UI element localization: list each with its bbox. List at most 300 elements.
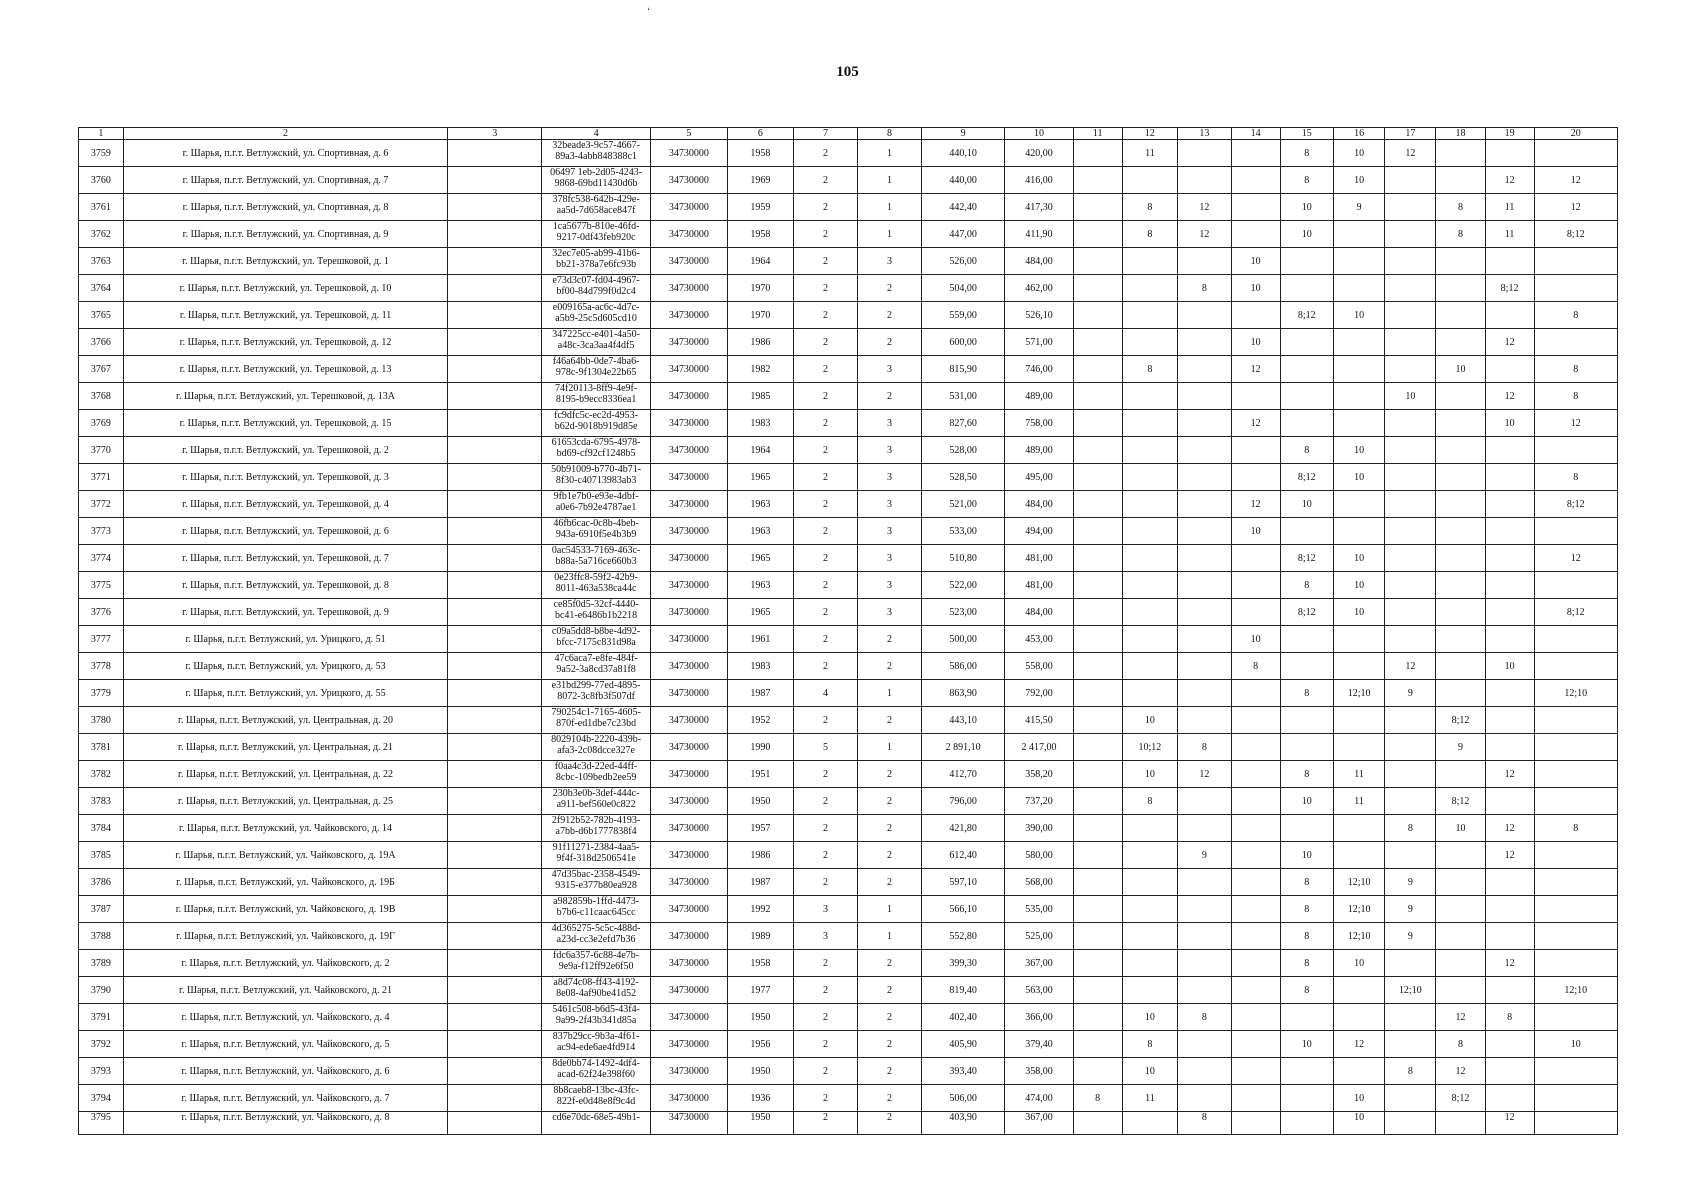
record-number-cell: 3763 <box>79 248 124 275</box>
floors-cell: 2 <box>794 1112 858 1135</box>
oktmo-cell: 34730000 <box>651 869 728 896</box>
guid-line: 9a52-3a8cd37a81f8 <box>556 664 636 675</box>
year-built-cell: 1990 <box>727 734 793 761</box>
column-11-cell <box>1073 302 1122 329</box>
fias-guid-cell <box>542 194 651 221</box>
column-3-cell <box>448 626 542 653</box>
entrances-cell: 1 <box>858 680 922 707</box>
floors-cell: 2 <box>794 599 858 626</box>
record-number-cell: 3774 <box>79 545 124 572</box>
column-13-cell <box>1178 680 1231 707</box>
column-12-cell <box>1122 572 1177 599</box>
table-row <box>79 221 1618 248</box>
entrances-cell: 2 <box>858 1004 922 1031</box>
address-cell: г. Шарья, п.г.т. Ветлужский, ул. Терешковой, д. 15 <box>123 410 447 437</box>
record-number-cell: 3762 <box>79 221 124 248</box>
column-3-cell <box>448 383 542 410</box>
column-16-cell: 10 <box>1333 167 1384 194</box>
column-13-cell: 9 <box>1178 842 1231 869</box>
oktmo-cell: 34730000 <box>651 491 728 518</box>
fias-guid-cell <box>542 896 651 923</box>
column-3-cell <box>448 1031 542 1058</box>
year-built-cell: 1970 <box>727 275 793 302</box>
guid-line: 5461c508-b6d5-43f4- <box>552 1004 640 1015</box>
column-20-cell: 8 <box>1534 356 1617 383</box>
column-18-cell: 8 <box>1436 1031 1485 1058</box>
oktmo-cell: 34730000 <box>651 1112 728 1135</box>
column-12-cell: 11 <box>1122 140 1177 167</box>
column-16-cell <box>1333 734 1384 761</box>
column-20-cell: 8;12 <box>1534 599 1617 626</box>
column-16-cell: 11 <box>1333 788 1384 815</box>
living-area-cell: 453,00 <box>1005 626 1073 653</box>
record-number-cell: 3775 <box>79 572 124 599</box>
guid-line: fdc6a357-6c88-4e7b- <box>553 950 640 961</box>
column-15-cell <box>1280 248 1333 275</box>
guid-line: 9315-e377b80ea928 <box>555 880 637 891</box>
column-3-cell <box>448 680 542 707</box>
column-11-cell <box>1073 410 1122 437</box>
entrances-cell: 2 <box>858 1031 922 1058</box>
guid-line: f0aa4c3d-22ed-44ff- <box>554 761 638 772</box>
floors-cell: 2 <box>794 788 858 815</box>
guid-line: b7b6-c11caac645cc <box>556 907 636 918</box>
column-11-cell <box>1073 329 1122 356</box>
total-area-cell: 533,00 <box>922 518 1005 545</box>
total-area-cell: 522,00 <box>922 572 1005 599</box>
column-14-cell: 10 <box>1231 329 1280 356</box>
table-body <box>79 140 1618 1135</box>
column-11-cell <box>1073 1031 1122 1058</box>
oktmo-cell: 34730000 <box>651 545 728 572</box>
column-14-cell <box>1231 923 1280 950</box>
living-area-cell: 525,00 <box>1005 923 1073 950</box>
column-11-cell <box>1073 221 1122 248</box>
guid-line: a48c-3ca3aa4f4df5 <box>557 340 635 351</box>
oktmo-cell: 34730000 <box>651 1004 728 1031</box>
column-19-cell: 12 <box>1485 950 1534 977</box>
year-built-cell: 1951 <box>727 761 793 788</box>
column-14-cell: 10 <box>1231 518 1280 545</box>
entrances-cell: 1 <box>858 734 922 761</box>
guid-line: a8d74c08-ff43-4192- <box>553 977 639 988</box>
address-cell: г. Шарья, п.г.т. Ветлужский, ул. Чайковского, д. 19Б <box>123 869 447 896</box>
column-3-cell <box>448 950 542 977</box>
column-11-cell: 8 <box>1073 1085 1122 1112</box>
column-3-cell <box>448 275 542 302</box>
column-14-cell <box>1231 221 1280 248</box>
column-17-cell <box>1385 545 1436 572</box>
year-built-cell: 1986 <box>727 329 793 356</box>
column-11-cell <box>1073 248 1122 275</box>
column-header: 4 <box>542 128 651 140</box>
year-built-cell: 1958 <box>727 221 793 248</box>
page-number: 105 <box>836 64 859 80</box>
record-number-cell: 3770 <box>79 437 124 464</box>
living-area-cell: 367,00 <box>1005 950 1073 977</box>
column-18-cell <box>1436 1112 1485 1135</box>
column-19-cell <box>1485 923 1534 950</box>
table-row <box>79 680 1618 707</box>
guid-line: afa3-2c08dcce327e <box>557 745 635 756</box>
column-12-cell <box>1122 275 1177 302</box>
column-15-cell: 8 <box>1280 896 1333 923</box>
column-12-cell <box>1122 680 1177 707</box>
record-number-cell: 3761 <box>79 194 124 221</box>
column-11-cell <box>1073 356 1122 383</box>
guid-line: 47d35bac-2358-4549- <box>551 869 641 880</box>
column-14-cell: 10 <box>1231 275 1280 302</box>
guid-line: 0e23ffc8-59f2-42b9- <box>554 572 638 583</box>
column-12-cell <box>1122 599 1177 626</box>
column-20-cell <box>1534 869 1617 896</box>
fias-guid-cell <box>542 1058 651 1085</box>
column-11-cell <box>1073 896 1122 923</box>
address-cell: г. Шарья, п.г.т. Ветлужский, ул. Чайковского, д. 2 <box>123 950 447 977</box>
column-13-cell <box>1178 356 1231 383</box>
fias-guid-cell <box>542 302 651 329</box>
address-cell: г. Шарья, п.г.т. Ветлужский, ул. Спортивная, д. 9 <box>123 221 447 248</box>
year-built-cell: 1963 <box>727 518 793 545</box>
column-header: 7 <box>794 128 858 140</box>
column-19-cell: 10 <box>1485 410 1534 437</box>
column-14-cell: 8 <box>1231 653 1280 680</box>
guid-line: 8195-b9ecc8336ea1 <box>555 394 637 405</box>
column-3-cell <box>448 572 542 599</box>
year-built-cell: 1952 <box>727 707 793 734</box>
table-row <box>79 275 1618 302</box>
table-row <box>79 653 1618 680</box>
column-3-cell <box>448 518 542 545</box>
column-13-cell <box>1178 410 1231 437</box>
column-16-cell <box>1333 815 1384 842</box>
column-3-cell <box>448 842 542 869</box>
column-16-cell <box>1333 707 1384 734</box>
floors-cell: 2 <box>794 167 858 194</box>
floors-cell: 2 <box>794 275 858 302</box>
oktmo-cell: 34730000 <box>651 248 728 275</box>
column-14-cell: 12 <box>1231 356 1280 383</box>
column-3-cell <box>448 329 542 356</box>
column-17-cell <box>1385 464 1436 491</box>
fias-guid-cell <box>542 626 651 653</box>
oktmo-cell: 34730000 <box>651 977 728 1004</box>
table-row <box>79 950 1618 977</box>
column-3-cell <box>448 788 542 815</box>
column-15-cell <box>1280 410 1333 437</box>
column-20-cell <box>1534 437 1617 464</box>
fias-guid-cell <box>542 518 651 545</box>
oktmo-cell: 34730000 <box>651 599 728 626</box>
column-20-cell <box>1534 734 1617 761</box>
entrances-cell: 2 <box>858 977 922 1004</box>
guid-line: 822f-e0d48e8f9c4d <box>556 1096 636 1107</box>
column-18-cell <box>1436 545 1485 572</box>
total-area-cell: 526,00 <box>922 248 1005 275</box>
floors-cell: 2 <box>794 950 858 977</box>
table-row <box>79 194 1618 221</box>
column-16-cell <box>1333 626 1384 653</box>
guid-line: 9868-69bd11430d6b <box>554 178 638 189</box>
column-14-cell <box>1231 1058 1280 1085</box>
column-18-cell <box>1436 923 1485 950</box>
column-11-cell <box>1073 869 1122 896</box>
column-17-cell <box>1385 248 1436 275</box>
table-row <box>79 410 1618 437</box>
oktmo-cell: 34730000 <box>651 626 728 653</box>
column-20-cell: 12 <box>1534 545 1617 572</box>
guid-line: 9f4f-318d2506541e <box>556 853 636 864</box>
column-19-cell <box>1485 491 1534 518</box>
column-19-cell <box>1485 1031 1534 1058</box>
living-area-cell: 417,30 <box>1005 194 1073 221</box>
column-16-cell: 12;10 <box>1333 680 1384 707</box>
column-16-cell: 10 <box>1333 950 1384 977</box>
table-row <box>79 896 1618 923</box>
column-header: 13 <box>1178 128 1231 140</box>
address-cell: г. Шарья, п.г.т. Ветлужский, ул. Центральная, д. 25 <box>123 788 447 815</box>
fias-guid-cell <box>542 680 651 707</box>
address-cell: г. Шарья, п.г.т. Ветлужский, ул. Терешковой, д. 3 <box>123 464 447 491</box>
column-19-cell <box>1485 626 1534 653</box>
column-11-cell <box>1073 518 1122 545</box>
address-cell: г. Шарья, п.г.т. Ветлужский, ул. Урицкого, д. 51 <box>123 626 447 653</box>
column-19-cell <box>1485 518 1534 545</box>
column-17-cell: 8 <box>1385 815 1436 842</box>
record-number-cell: 3760 <box>79 167 124 194</box>
total-area-cell: 521,00 <box>922 491 1005 518</box>
guid-line: bd69-cf92cf1248b5 <box>556 448 636 459</box>
living-area-cell: 411,90 <box>1005 221 1073 248</box>
column-12-cell <box>1122 815 1177 842</box>
fias-guid-cell <box>542 140 651 167</box>
living-area-cell: 358,00 <box>1005 1058 1073 1085</box>
column-3-cell <box>448 194 542 221</box>
column-3-cell <box>448 707 542 734</box>
column-16-cell <box>1333 491 1384 518</box>
column-11-cell <box>1073 788 1122 815</box>
address-cell: г. Шарья, п.г.т. Ветлужский, ул. Чайковского, д. 21 <box>123 977 447 1004</box>
column-12-cell: 8 <box>1122 1031 1177 1058</box>
column-16-cell: 10 <box>1333 464 1384 491</box>
oktmo-cell: 34730000 <box>651 734 728 761</box>
guid-line: 91f11271-2384-4aa5- <box>552 842 640 853</box>
entrances-cell: 3 <box>858 248 922 275</box>
entrances-cell: 2 <box>858 275 922 302</box>
column-13-cell <box>1178 815 1231 842</box>
column-18-cell <box>1436 329 1485 356</box>
floors-cell: 2 <box>794 194 858 221</box>
column-3-cell <box>448 464 542 491</box>
column-17-cell <box>1385 1085 1436 1112</box>
guid-line <box>542 1123 650 1134</box>
column-12-cell: 10;12 <box>1122 734 1177 761</box>
entrances-cell: 1 <box>858 896 922 923</box>
column-19-cell <box>1485 1058 1534 1085</box>
living-area-cell: 494,00 <box>1005 518 1073 545</box>
column-14-cell <box>1231 707 1280 734</box>
column-14-cell <box>1231 464 1280 491</box>
column-19-cell <box>1485 977 1534 1004</box>
oktmo-cell: 34730000 <box>651 518 728 545</box>
guid-line: 89a3-4abb848388c1 <box>555 151 637 162</box>
column-13-cell <box>1178 626 1231 653</box>
column-16-cell <box>1333 842 1384 869</box>
record-number-cell: 3769 <box>79 410 124 437</box>
oktmo-cell: 34730000 <box>651 302 728 329</box>
column-19-cell <box>1485 734 1534 761</box>
address-cell: г. Шарья, п.г.т. Ветлужский, ул. Чайковского, д. 19А <box>123 842 447 869</box>
guid-line: 47c6aca7-e8fe-484f- <box>554 653 638 664</box>
column-16-cell: 10 <box>1333 1085 1384 1112</box>
column-20-cell <box>1534 1058 1617 1085</box>
guid-line: 8cbc-109bedb2ee59 <box>555 772 637 783</box>
column-19-cell <box>1485 896 1534 923</box>
column-13-cell <box>1178 248 1231 275</box>
column-3-cell <box>448 410 542 437</box>
entrances-cell: 2 <box>858 815 922 842</box>
scan-mark: ‘ <box>647 6 650 16</box>
column-20-cell <box>1534 140 1617 167</box>
column-19-cell <box>1485 1085 1534 1112</box>
column-15-cell <box>1280 1004 1333 1031</box>
column-3-cell <box>448 140 542 167</box>
record-number-cell: 3771 <box>79 464 124 491</box>
total-area-cell: 510,80 <box>922 545 1005 572</box>
column-15-cell <box>1280 707 1333 734</box>
year-built-cell: 1987 <box>727 869 793 896</box>
address-cell: г. Шарья, п.г.т. Ветлужский, ул. Терешковой, д. 7 <box>123 545 447 572</box>
guid-line: 8011-463a538ca44c <box>555 583 637 594</box>
column-13-cell: 12 <box>1178 221 1231 248</box>
fias-guid-cell <box>542 383 651 410</box>
column-header: 8 <box>858 128 922 140</box>
column-14-cell <box>1231 572 1280 599</box>
column-17-cell <box>1385 356 1436 383</box>
guid-line: 2f912b52-782b-4193- <box>551 815 641 826</box>
column-15-cell <box>1280 734 1333 761</box>
column-20-cell: 12;10 <box>1534 680 1617 707</box>
living-area-cell: 462,00 <box>1005 275 1073 302</box>
column-17-cell <box>1385 626 1436 653</box>
column-3-cell <box>448 248 542 275</box>
year-built-cell: 1950 <box>727 1112 793 1135</box>
total-area-cell: 412,70 <box>922 761 1005 788</box>
year-built-cell: 1985 <box>727 383 793 410</box>
record-number-cell: 3768 <box>79 383 124 410</box>
record-number-cell: 3772 <box>79 491 124 518</box>
column-15-cell: 8 <box>1280 680 1333 707</box>
column-11-cell <box>1073 599 1122 626</box>
column-11-cell <box>1073 950 1122 977</box>
column-19-cell <box>1485 545 1534 572</box>
entrances-cell: 2 <box>858 788 922 815</box>
column-17-cell <box>1385 167 1436 194</box>
guid-line: 9fb1e7b0-e93e-4dbf- <box>553 491 639 502</box>
floors-cell: 2 <box>794 761 858 788</box>
column-17-cell: 9 <box>1385 680 1436 707</box>
address-cell: г. Шарья, п.г.т. Ветлужский, ул. Терешковой, д. 9 <box>123 599 447 626</box>
column-13-cell <box>1178 545 1231 572</box>
column-12-cell: 8 <box>1122 221 1177 248</box>
column-14-cell <box>1231 599 1280 626</box>
column-16-cell <box>1333 518 1384 545</box>
oktmo-cell: 34730000 <box>651 437 728 464</box>
fias-guid-cell <box>542 977 651 1004</box>
entrances-cell: 3 <box>858 545 922 572</box>
column-12-cell <box>1122 464 1177 491</box>
column-12-cell <box>1122 383 1177 410</box>
floors-cell: 2 <box>794 1058 858 1085</box>
column-18-cell <box>1436 248 1485 275</box>
year-built-cell: 1989 <box>727 923 793 950</box>
column-16-cell <box>1333 356 1384 383</box>
column-13-cell: 8 <box>1178 275 1231 302</box>
column-20-cell: 8 <box>1534 815 1617 842</box>
column-14-cell <box>1231 1112 1280 1135</box>
fias-guid-cell <box>542 1112 651 1135</box>
column-18-cell: 8 <box>1436 221 1485 248</box>
record-number-cell: 3773 <box>79 518 124 545</box>
address-cell: г. Шарья, п.г.т. Ветлужский, ул. Терешковой, д. 4 <box>123 491 447 518</box>
table-row <box>79 1112 1618 1135</box>
column-14-cell <box>1231 302 1280 329</box>
column-19-cell: 8 <box>1485 1004 1534 1031</box>
table-row <box>79 815 1618 842</box>
guid-line: 06497 1eb-2d05-4243- <box>550 167 643 178</box>
column-15-cell: 8 <box>1280 437 1333 464</box>
column-17-cell <box>1385 275 1436 302</box>
floors-cell: 2 <box>794 653 858 680</box>
guid-line: aa5d-7d658ace847f <box>556 205 636 216</box>
guid-line: a5b9-25c5d605cd10 <box>555 313 637 324</box>
entrances-cell: 2 <box>858 653 922 680</box>
column-20-cell <box>1534 923 1617 950</box>
column-19-cell: 12 <box>1485 383 1534 410</box>
column-14-cell: 10 <box>1231 626 1280 653</box>
guid-line: 74f20113-8ff9-4e9f- <box>554 383 638 394</box>
floors-cell: 2 <box>794 518 858 545</box>
guid-line: bfcc-7175c831d98a <box>556 637 636 648</box>
column-14-cell <box>1231 140 1280 167</box>
column-12-cell <box>1122 437 1177 464</box>
column-12-cell <box>1122 410 1177 437</box>
column-11-cell <box>1073 815 1122 842</box>
total-area-cell: 819,40 <box>922 977 1005 1004</box>
column-15-cell: 8 <box>1280 923 1333 950</box>
column-20-cell <box>1534 518 1617 545</box>
column-18-cell <box>1436 464 1485 491</box>
column-16-cell: 10 <box>1333 302 1384 329</box>
column-20-cell <box>1534 1085 1617 1112</box>
column-11-cell <box>1073 1112 1122 1135</box>
fias-guid-cell <box>542 950 651 977</box>
table-row <box>79 545 1618 572</box>
column-13-cell: 8 <box>1178 1004 1231 1031</box>
column-13-cell <box>1178 950 1231 977</box>
column-14-cell <box>1231 788 1280 815</box>
oktmo-cell: 34730000 <box>651 923 728 950</box>
column-17-cell: 10 <box>1385 383 1436 410</box>
guid-line: c09a5dd8-b8be-4d92- <box>551 626 641 637</box>
column-15-cell: 8;12 <box>1280 599 1333 626</box>
entrances-cell: 3 <box>858 491 922 518</box>
column-header: 14 <box>1231 128 1280 140</box>
column-20-cell <box>1534 761 1617 788</box>
table-row <box>79 383 1618 410</box>
guid-line: 1ca5677b-810e-46fd- <box>552 221 640 232</box>
record-number-cell: 3765 <box>79 302 124 329</box>
